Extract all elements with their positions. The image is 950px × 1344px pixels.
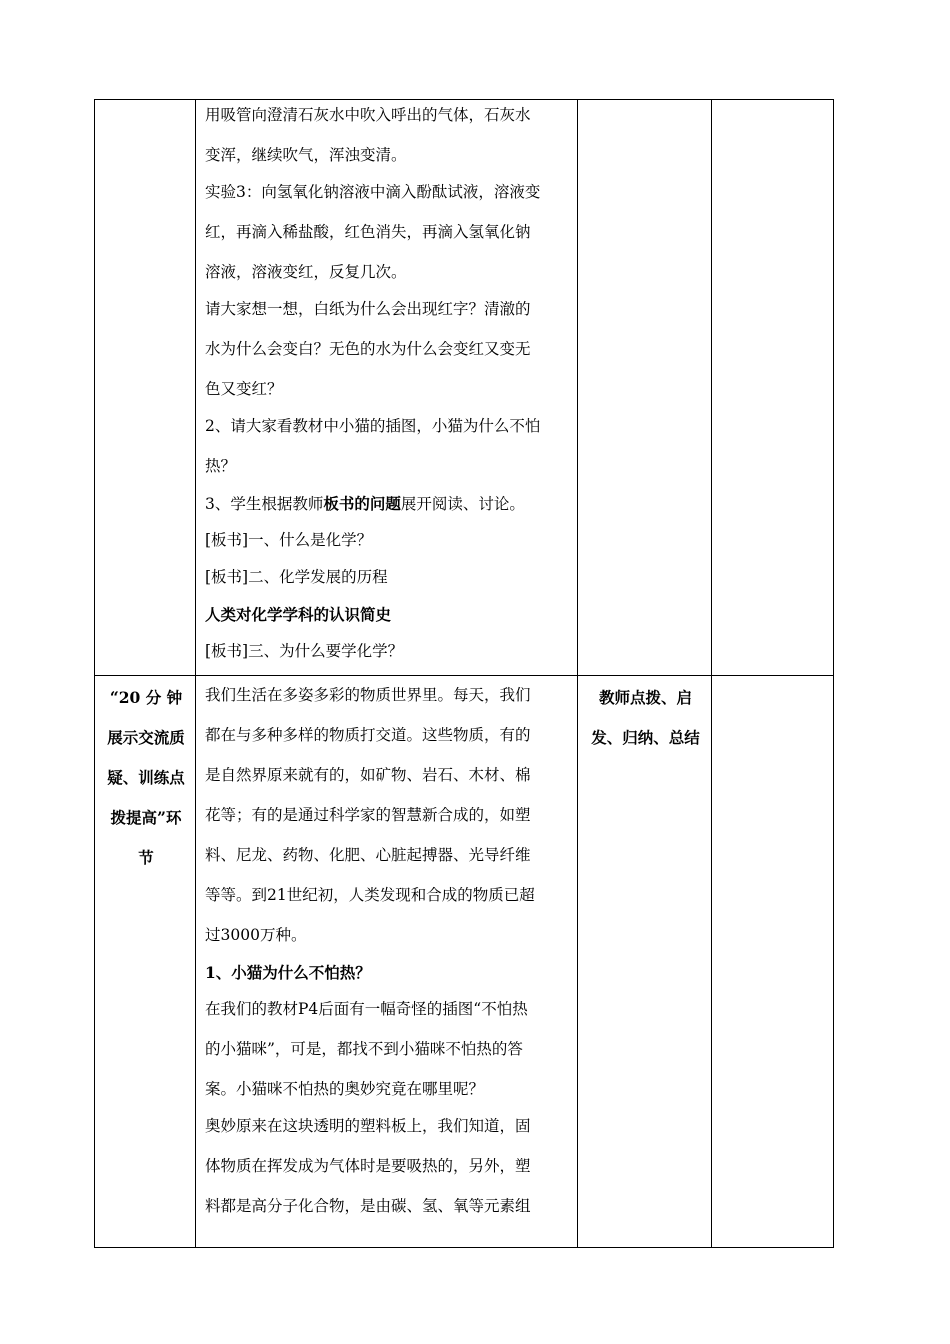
lesson-plan-table [94,99,834,1248]
method-cell [578,676,712,1248]
text-line: 都在与多种多样的物质打交道。这些物质，有的 [205,726,531,744]
text-line: 的小猫咪”，可是，都找不到小猫咪不怕热的答 [205,1040,523,1058]
text-run: 展开阅读、讨论。 [400,495,525,513]
stage-cell [95,676,196,1248]
board-line [205,638,569,675]
board-line [205,564,569,601]
text-line [205,490,569,527]
stage-label-line: 节 [138,848,154,867]
board-tag: [板书] [205,531,249,549]
text-line: 热？ [205,457,237,475]
content-cell [196,100,578,676]
text-line: 变浑，继续吹气，浑浊变清。 [205,146,407,164]
text-line: 在我们的教材P4后面有一幅奇怪的插图“不怕热 [205,1000,528,1018]
content-cell [196,676,578,1248]
table-row [95,676,834,1248]
table-row [95,100,834,676]
notes-cell-empty [712,676,834,1248]
text-line: 奥妙原来在这块透明的塑料板上，我们知道，固 [205,1117,531,1135]
subheading: 1、小猫为什么不怕热？ [205,963,371,982]
board-line [205,527,569,564]
text-line: 案。小猫咪不怕热的奥妙究竟在哪里呢？ [205,1080,485,1098]
text-line: 实验3：向氢氧化钠溶液中滴入酚酞试液，溶液变 [205,183,541,201]
stage-label-line: 展示交流质 [107,728,185,747]
stage-label-line: “20 分 钟 [109,688,183,707]
text-line: 体物质在挥发成为气体时是要吸热的，另外，塑 [205,1157,531,1175]
section-heading: 人类对化学学科的认识简史 [205,605,392,624]
text-run: 3、学生根据教师 [205,495,324,513]
text-line: 用吸管向澄清石灰水中吹入呼出的气体，石灰水 [205,106,531,124]
stage-label-line: 疑、训练点 [107,768,185,787]
board-text: 三、为什么要学化学？ [248,642,404,660]
board-text: 一、什么是化学？ [248,531,373,549]
method-cell-empty [578,100,712,676]
board-tag: [板书] [205,642,249,660]
board-text: 二、化学发展的历程 [248,568,388,586]
stage-cell-empty [95,100,196,676]
text-line: 红，再滴入稀盐酸，红色消失，再滴入氢氧化钠 [205,223,531,241]
board-tag: [板书] [205,568,249,586]
text-line: 请大家想一想，白纸为什么会出现红字？清澈的 [205,300,531,318]
text-line: 料、尼龙、药物、化肥、心脏起搏器、光导纤维 [205,846,531,864]
text-line: 是自然界原来就有的，如矿物、岩石、木材、棉 [205,766,531,784]
stage-label-line: 拨提高”环 [110,808,182,827]
text-line: 等等。到21世纪初，人类发现和合成的物质已超 [205,886,535,904]
emphasis-text: 板书的问题 [323,494,401,513]
method-line: 发、归纳、总结 [591,728,700,747]
text-line: 色又变红？ [205,380,283,398]
text-line: 溶液，溶液变红，反复几次。 [205,263,407,281]
method-line: 教师点拨、启 [598,688,692,707]
text-line: 2、请大家看教材中小猫的插图，小猫为什么不怕 [205,417,541,435]
text-line: 花等；有的是通过科学家的智慧新合成的，如塑 [205,806,531,824]
text-line: 我们生活在多姿多彩的物质世界里。每天，我们 [205,686,531,704]
notes-cell-empty [712,100,834,676]
text-line: 过3000万种。 [205,926,307,944]
text-line: 料都是高分子化合物，是由碳、氢、氧等元素组 [205,1197,531,1215]
text-line: 水为什么会变白？无色的水为什么会变红又变无 [205,340,531,358]
